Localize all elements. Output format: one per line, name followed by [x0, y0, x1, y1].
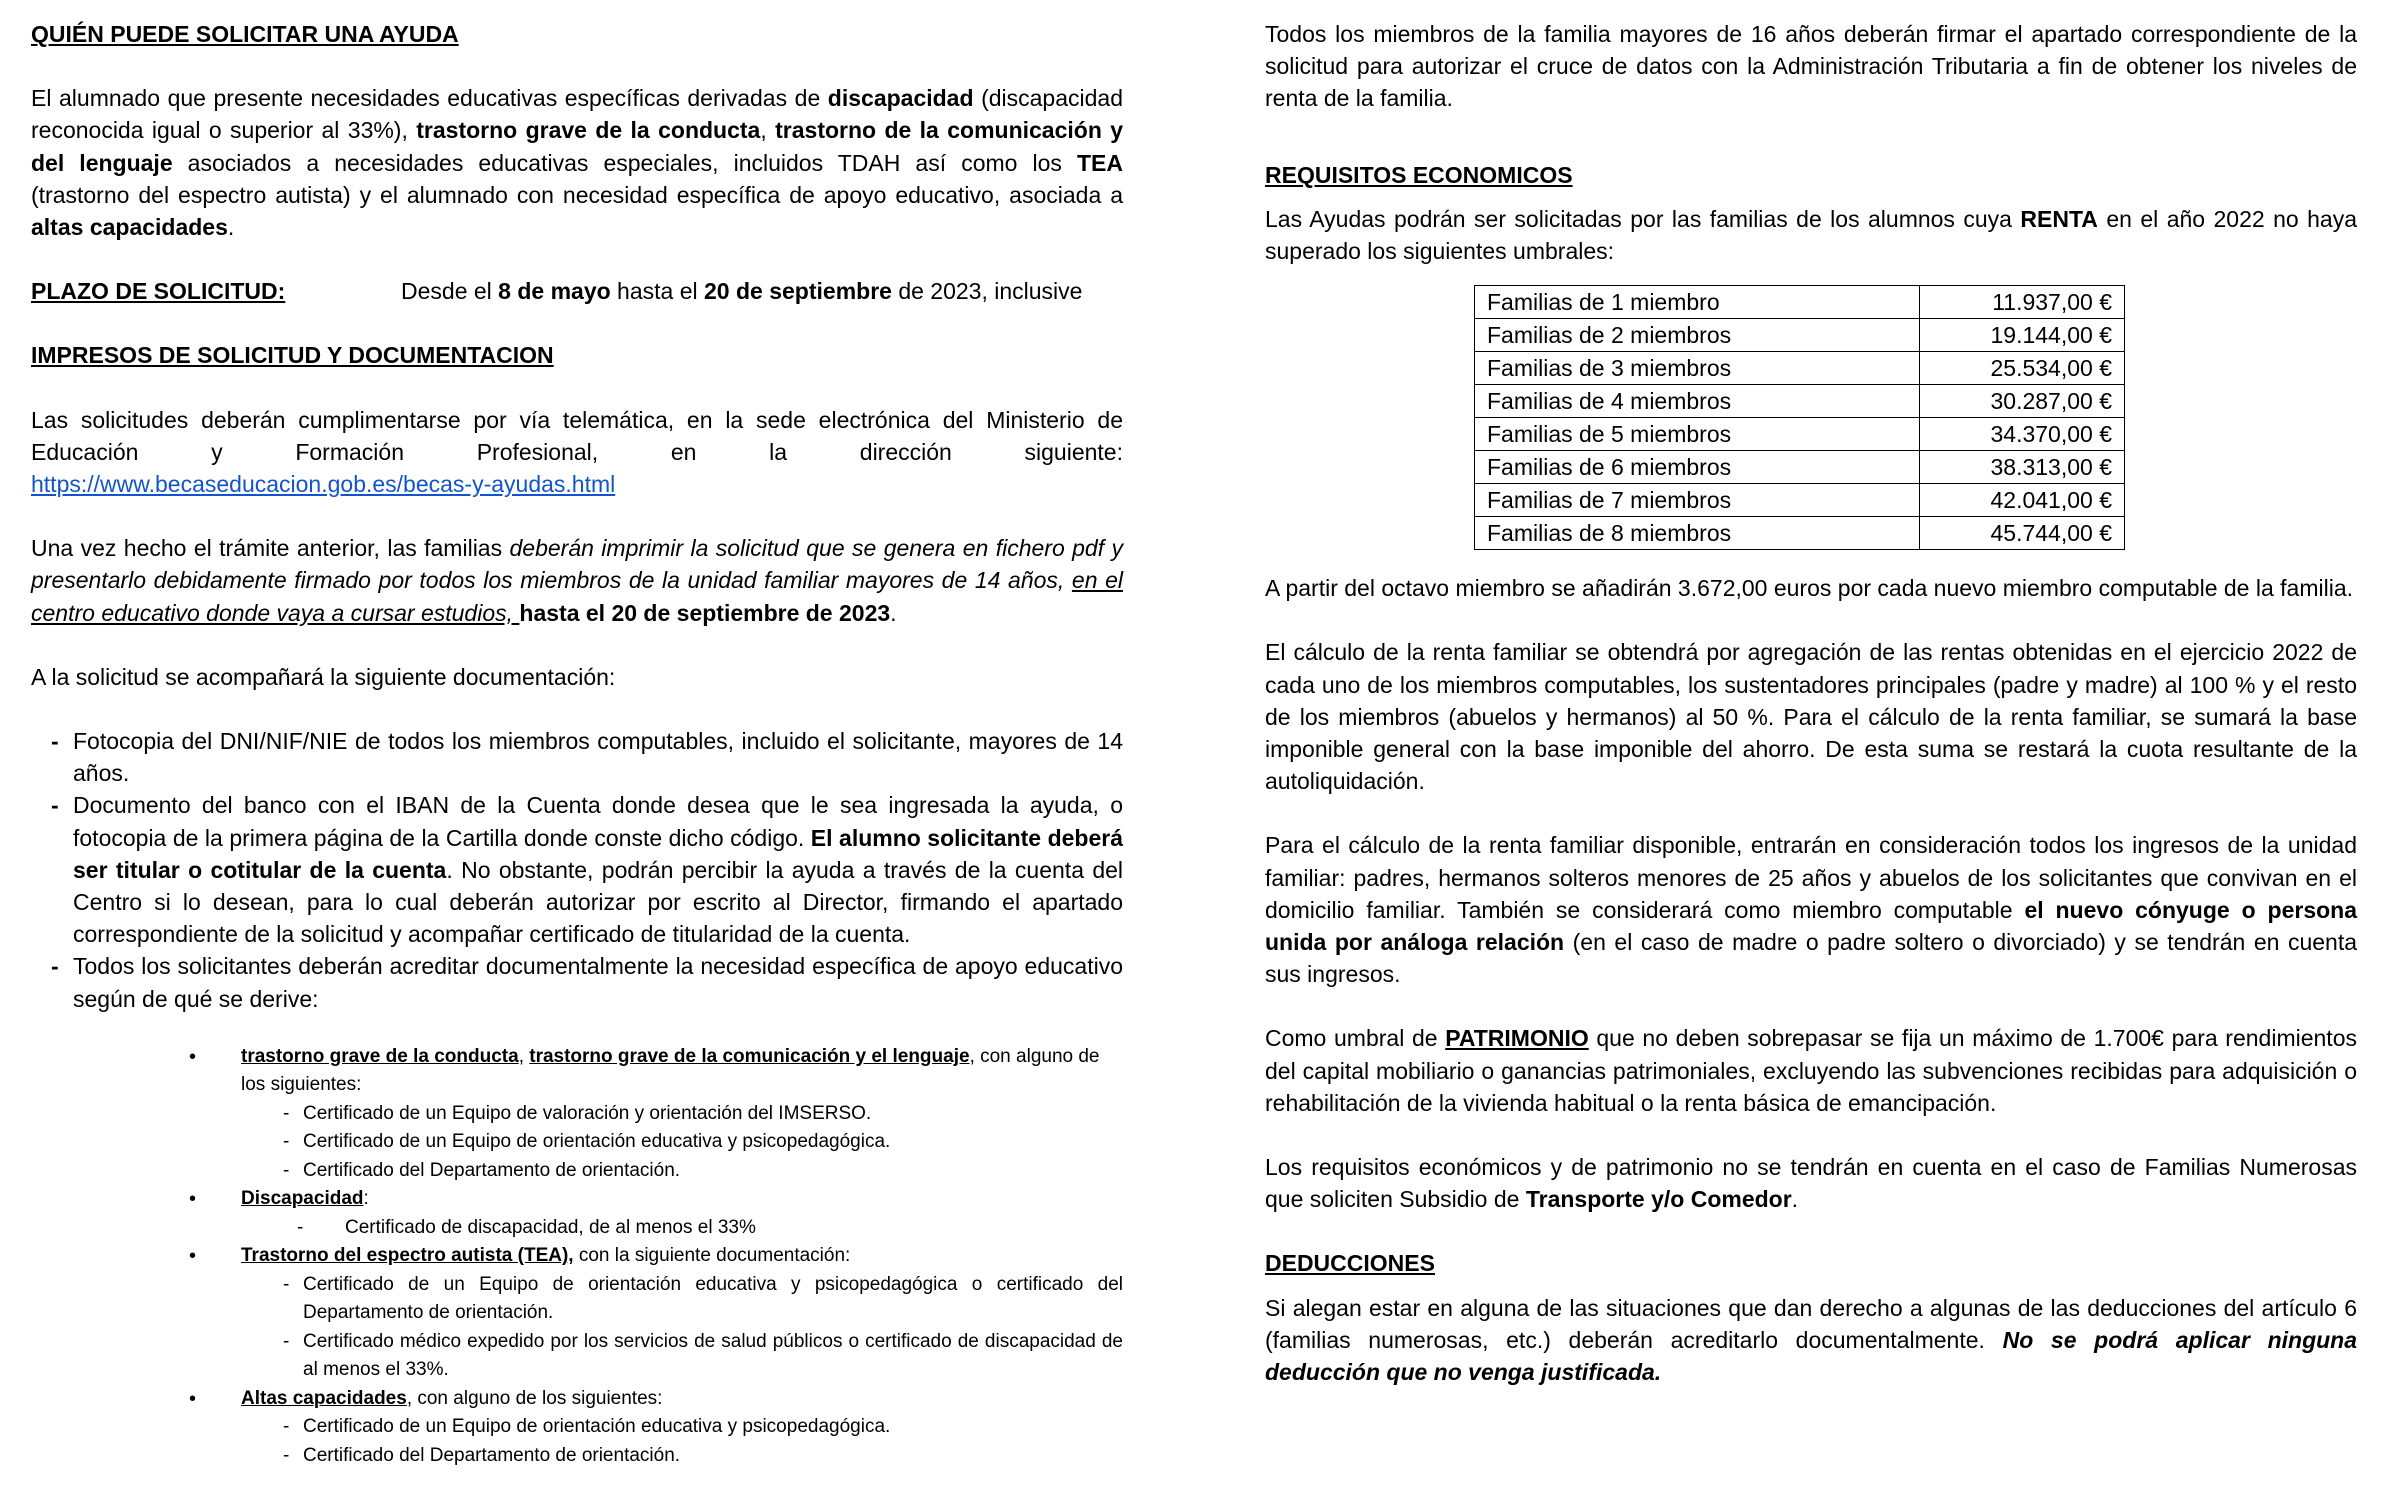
doc-item: - Fotocopia del DNI/NIF/NIE de todos los miembros computables, incluido el solicitante, mayores de 14 años.	[31, 725, 1123, 789]
threshold-amount: 11.937,00 €	[1920, 286, 2125, 319]
need-sub-item: - Certificado médico expedido por los servicios de salud públicos o certificado de discapacidad de al menos el 33%.	[303, 1328, 1123, 1385]
needs-list	[31, 1043, 1123, 1471]
impresos-heading: IMPRESOS DE SOLICITUD Y DOCUMENTACION	[31, 342, 554, 369]
impresos-paragraph: Las solicitudes deberán cumplimentarse por vía telemática, en la sede electrónica del Ministerio de Educación y Formación Profesional, en la dirección siguiente:	[31, 406, 1123, 465]
patrimonio-paragraph: Como umbral de PATRIMONIO que no deben sobrepasar se fija un máximo de 1.700€ para rendimientos del capital mobiliario o ganancias patrimoniales, excluyendo las subvenciones recibidas para adquisición o rehabilitación de la vivienda habitual o la renta básica de emancipación.	[1265, 1025, 2357, 1116]
threshold-row	[1475, 451, 2125, 484]
need-sub-item: - Certificado de un Equipo de valoración y orientación del IMSERSO.	[303, 1100, 1123, 1129]
threshold-row	[1475, 352, 2125, 385]
need-sub-item: - Certificado de un Equipo de orientación educativa y psicopedagógica.	[303, 1128, 1123, 1157]
deducciones-heading: DEDUCCIONES	[1265, 1250, 1435, 1277]
tramite-paragraph: Una vez hecho el trámite anterior, las familias deberán imprimir la solicitud que se genera en fichero pdf y presentarlo debidamente firmado por todos los miembros de la unidad familiar mayores de 14 años, en el centro educativo donde vaya a cursar estudios, hasta el 20 de septiembre de 2023.	[31, 535, 1124, 626]
need-item-discapacidad: • Discapacidad: - Certificado de discapacidad, de al menos el 33%	[211, 1185, 1123, 1242]
threshold-members: Familias de 3 miembros	[1475, 352, 1920, 385]
plazo-line: PLAZO DE SOLICITUD: Desde el 8 de mayo hasta el 20 de septiembre de 2023, inclusive	[31, 275, 1123, 307]
threshold-row	[1475, 385, 2125, 418]
threshold-amount: 30.287,00 €	[1920, 385, 2125, 418]
left-column	[31, 18, 1123, 1470]
threshold-amount: 42.041,00 €	[1920, 484, 2125, 517]
threshold-row	[1475, 418, 2125, 451]
threshold-members: Familias de 6 miembros	[1475, 451, 1920, 484]
need-sub-item: - Certificado de un Equipo de orientación educativa y psicopedagógica.	[303, 1413, 1123, 1442]
doc-item: - Todos los solicitantes deberán acreditar documentalmente la necesidad específica de apoyo educativo según de qué se derive:	[31, 950, 1123, 1014]
plazo-label: PLAZO DE SOLICITUD:	[31, 278, 286, 305]
threshold-members: Familias de 8 miembros	[1475, 517, 1920, 550]
disponible-paragraph: Para el cálculo de la renta familiar disponible, entrarán en consideración todos los ingresos de la unidad familiar: padres, hermanos solteros menores de 25 años y abuelos de los solicitantes que convivan en el domicilio familiar. También se considerará como miembro computable el nuevo cónyuge o persona unida por análoga relación (en el caso de madre o padre soltero o divorciado) y se tendrán en cuenta sus ingresos.	[1265, 832, 2358, 988]
becas-link[interactable]: https://www.becaseducacion.gob.es/becas-y-ayudas.html	[31, 471, 616, 498]
firma-paragraph: Todos los miembros de la familia mayores de 16 años deberán firmar el apartado correspondiente de la solicitud para autorizar el cruce de datos con la Administración Tributaria a fin de obtener los niveles de renta de la familia.	[1265, 21, 2357, 112]
requisitos-heading: REQUISITOS ECONOMICOS	[1265, 161, 1573, 188]
threshold-amount: 25.534,00 €	[1920, 352, 2125, 385]
need-item-tea: • Trastorno del espectro autista (TEA), con la siguiente documentación: - Certificado de un Equipo de orientación educativa y psicopedagógica o certificado del Departamento de orientación. - Certificado médico expedido por los servicios de salud públicos o certificado de discapacidad de al menos el 33%.	[211, 1242, 1123, 1385]
need-sub-item: - Certificado de un Equipo de orientación educativa y psicopedagógica o certificado del Departamento de orientación.	[303, 1271, 1123, 1328]
numerosas-paragraph: Los requisitos económicos y de patrimonio no se tendrán en cuenta en el caso de Familias Numerosas que soliciten Subsidio de Transporte y/o Comedor.	[1265, 1154, 2357, 1213]
need-sub-item: - Certificado del Departamento de orientación.	[303, 1157, 1123, 1186]
threshold-members: Familias de 7 miembros	[1475, 484, 1920, 517]
need-sub-item: - Certificado de discapacidad, de al menos el 33%	[345, 1214, 1123, 1243]
requisitos-paragraph: Las Ayudas podrán ser solicitadas por las familias de los alumnos cuya RENTA en el año 2022 no haya superado los siguientes umbrales:	[1265, 205, 2357, 265]
threshold-amount: 34.370,00 €	[1920, 418, 2125, 451]
threshold-amount: 19.144,00 €	[1920, 319, 2125, 352]
threshold-row	[1475, 319, 2125, 352]
deducciones-paragraph: Si alegan estar en alguna de las situaciones que dan derecho a algunas de las deducciones del artículo 6 (familias numerosas, etc.) deberán acreditarlo documentalmente. No se podrá aplicar ninguna deducción que no venga justificada.	[1265, 1294, 2358, 1386]
threshold-members: Familias de 2 miembros	[1475, 319, 1920, 352]
octavo-paragraph: A partir del octavo miembro se añadirán 3.672,00 euros por cada nuevo miembro computable de la familia.	[1265, 575, 2353, 602]
calculo-paragraph: El cálculo de la renta familiar se obtendrá por agregación de las rentas obtenidas en el ejercicio 2022 de cada uno de los miembros computables, los sustentadores principales (padre y madre) al 100 % y el resto de los miembros (abuelos y hermanos) al 50 %. Para el cálculo de la renta familiar, se sumará la base imponible general con la base imponible del ahorro. De esta suma se restará la cuota resultante de la autoliquidación.	[1265, 639, 2357, 795]
need-item-conducta: • trastorno grave de la conducta, trastorno grave de la comunicación y el lenguaje, con alguno de los siguientes: - Certificado de un Equipo de valoración y orientación del IMSERSO. - Certificado de un Equipo de orientación educativa y psicopedagógica. - Certificado del Departamento de orientación.	[211, 1043, 1123, 1186]
threshold-members: Familias de 5 miembros	[1475, 418, 1920, 451]
need-item-altas: • Altas capacidades, con alguno de los siguientes: - Certificado de un Equipo de orientación educativa y psicopedagógica. - Certificado del Departamento de orientación.	[211, 1385, 1123, 1471]
doc-list	[31, 725, 1123, 1015]
threshold-members: Familias de 4 miembros	[1475, 385, 1920, 418]
doc-item: - Documento del banco con el IBAN de la Cuenta donde desea que le sea ingresada la ayuda, o fotocopia de la primera página de la Cartilla donde conste dicho código. El alumno solicitante deberá ser titular o cotitular de la cuenta. No obstante, podrán percibir la ayuda a través de la cuenta del Centro si lo desean, para lo cual deberán autorizar por escrito al Director, firmando el apartado correspondiente de la solicitud y acompañar certificado de titularidad de la cuenta.	[31, 789, 1123, 950]
threshold-row	[1475, 517, 2125, 550]
need-sub-item: - Certificado del Departamento de orientación.	[303, 1442, 1123, 1471]
who-heading: QUIÉN PUEDE SOLICITAR UNA AYUDA	[31, 21, 459, 47]
threshold-members: Familias de 1 miembro	[1475, 286, 1920, 319]
threshold-amount: 45.744,00 €	[1920, 517, 2125, 550]
threshold-row	[1475, 484, 2125, 517]
threshold-row	[1475, 286, 2125, 319]
right-column	[1265, 18, 2357, 1388]
thresholds-table	[1474, 285, 2125, 550]
who-paragraph: El alumnado que presente necesidades educativas específicas derivadas de discapacidad (discapacidad reconocida igual o superior al 33%), trastorno grave de la conducta, trastorno de la comunicación y del lenguaje asociados a necesidades educativas especiales, incluidos TDAH así como los TEA (trastorno del espectro autista) y el alumnado con necesidad específica de apoyo educativo, asociada a altas capacidades.	[31, 85, 1124, 241]
threshold-amount: 38.313,00 €	[1920, 451, 2125, 484]
doc-intro: A la solicitud se acompañará la siguiente documentación:	[31, 663, 616, 690]
